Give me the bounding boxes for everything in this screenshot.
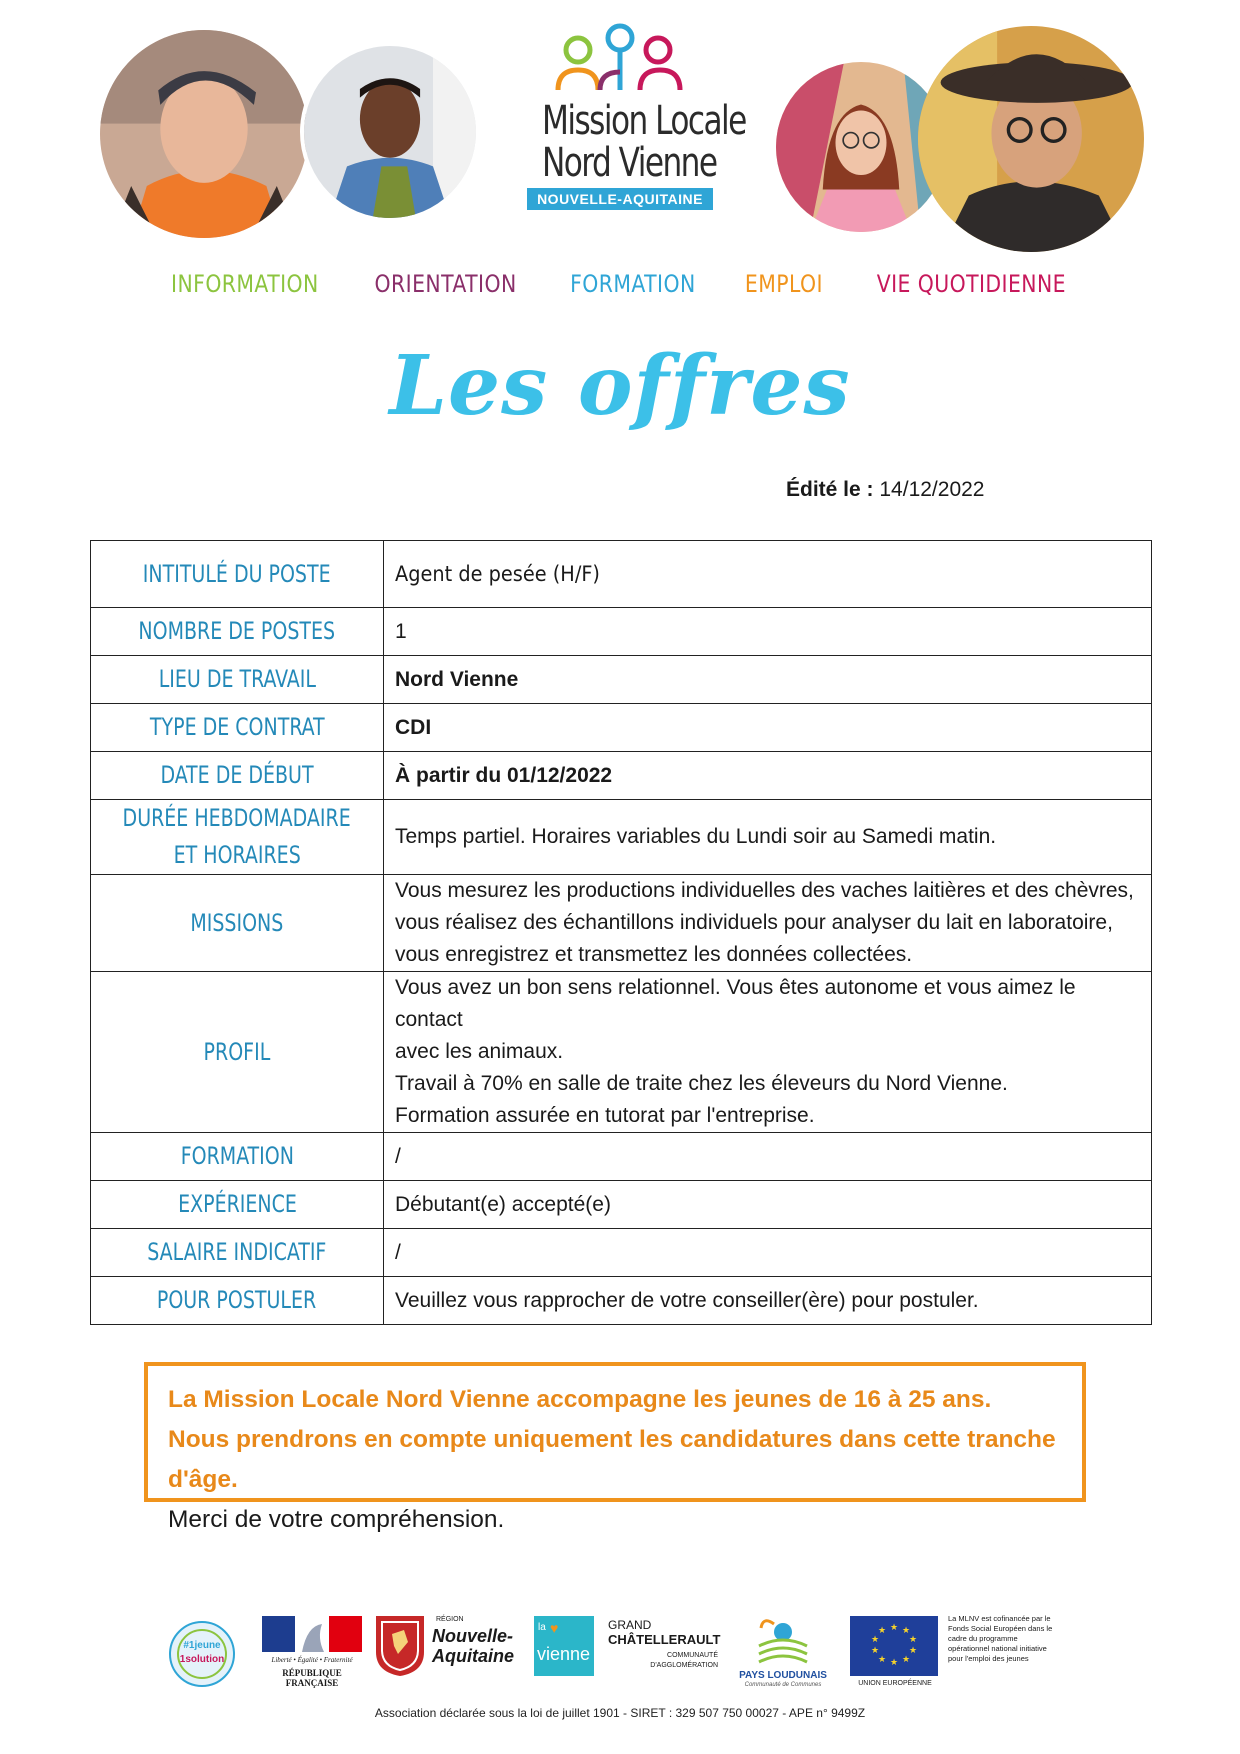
- row-label-intitule: INTITULÉ DU POSTE: [143, 559, 331, 588]
- loudunais-subtitle: Communauté de Communes: [744, 1682, 822, 1688]
- missions-line: vous enregistrez et transmettez les données collectées.: [395, 943, 913, 966]
- loudunais-name: PAYS LOUDUNAIS: [739, 1670, 827, 1681]
- work-location: Nord Vienne: [384, 656, 1152, 704]
- profile-line: Travail à 70% en salle de traite chez les éleveurs du Nord Vienne.: [395, 1072, 1008, 1095]
- row-label-contrat: TYPE DE CONTRAT: [149, 713, 325, 741]
- table-row: [91, 1181, 1152, 1229]
- edit-date-label: Édité le :: [786, 478, 874, 501]
- union-europeenne-logo: [850, 1614, 940, 1694]
- eu-flag-icon: [850, 1616, 938, 1676]
- missions-text: [384, 875, 1152, 972]
- notice-line1: La Mission Locale Nord Vienne accompagne les jeunes de 16 à 25 ans.: [168, 1386, 992, 1413]
- svg-text:★: ★: [901, 1626, 911, 1636]
- grand-line2: CHÂTELLERAULT: [608, 1632, 721, 1647]
- row-label-duree-line1: DURÉE HEBDOMADAIRE: [122, 804, 352, 832]
- row-label-salaire: SALAIRE INDICATIF: [147, 1238, 327, 1266]
- mission-locale-logo: [520, 22, 746, 232]
- table-row: [91, 656, 1152, 704]
- notice-line3: Merci de votre compréhension.: [168, 1506, 505, 1533]
- svg-text:★: ★: [889, 1623, 899, 1633]
- grand-line1: GRAND: [608, 1618, 652, 1632]
- profile-line: Vous avez un bon sens relationnel. Vous êtes autonome et vous aimez le contact: [395, 976, 1076, 1031]
- svg-text:★: ★: [877, 1655, 887, 1665]
- job-title: Agent de pesée (H/F): [395, 562, 600, 586]
- svg-text:★: ★: [908, 1646, 918, 1656]
- table-row: [91, 704, 1152, 752]
- engage-text-line2: 1solution: [179, 1654, 225, 1665]
- region-shield-icon: [374, 1614, 426, 1678]
- table-row: [91, 752, 1152, 800]
- row-label-debut: DATE DE DÉBUT: [160, 761, 314, 789]
- table-row: [91, 800, 1152, 875]
- missions-line: vous réalisez des échantillons individuels pour analyser du lait en laboratoire,: [395, 911, 1113, 934]
- vienne-heart-icon: ♥: [550, 1620, 559, 1636]
- table-row: [91, 972, 1152, 1133]
- profile-line: Formation assurée en tutorat par l'entreprise.: [395, 1104, 815, 1127]
- grand-chatellerault-logo: [606, 1614, 721, 1694]
- region-name-line2: Aquitaine: [432, 1646, 515, 1666]
- table-row: [91, 608, 1152, 656]
- edit-date: [786, 478, 984, 502]
- logo-region-badge: NOUVELLE-AQUITAINE: [527, 188, 713, 210]
- row-label-duree-line2: ET HORAIRES: [173, 841, 301, 869]
- region-small-label: RÉGION: [436, 1616, 464, 1623]
- vienne-small-label: la: [538, 1622, 546, 1633]
- theme-vie-quotidienne: VIE QUOTIDIENNE: [876, 270, 1066, 298]
- loudunais-sun-icon: [753, 1614, 813, 1666]
- page-title: Les offres: [389, 338, 851, 434]
- theme-information: INFORMATION: [170, 270, 319, 298]
- photo-young-man-orange-hoodie: [100, 30, 308, 238]
- fse-line: pour l'emploi des jeunes: [948, 1654, 1029, 1663]
- engage-text-line1: #1jeune: [183, 1640, 221, 1651]
- theme-emploi: EMPLOI: [744, 270, 823, 298]
- offer-table: [90, 540, 1152, 1325]
- row-label-nombre: NOMBRE DE POSTES: [138, 617, 336, 645]
- region-nouvelle-aquitaine-logo: [374, 1614, 514, 1694]
- svg-text:★: ★: [870, 1646, 880, 1656]
- table-row: [91, 1277, 1152, 1325]
- engage-jeunes-logo: [167, 1614, 237, 1694]
- row-label-lieu: LIEU DE TRAVAIL: [158, 665, 316, 693]
- row-label-postuler: POUR POSTULER: [157, 1286, 317, 1314]
- la-vienne-logo: [534, 1614, 594, 1694]
- row-label-missions: MISSIONS: [190, 908, 284, 937]
- table-row: [91, 1229, 1152, 1277]
- row-label-formation: FORMATION: [180, 1142, 294, 1170]
- theme-orientation: ORIENTATION: [374, 270, 517, 298]
- svg-text:★: ★: [901, 1655, 911, 1665]
- missions-line: Vous mesurez les productions individuelles des vaches laitières et des chèvres,: [395, 879, 1134, 902]
- theme-bar: [0, 270, 1240, 298]
- weekly-hours: Temps partiel. Horaires variables du Lundi soir au Samedi matin.: [384, 800, 1152, 875]
- profile-line: avec les animaux.: [395, 1040, 564, 1063]
- fse-line: opérationnel national initiative: [948, 1644, 1047, 1653]
- fse-line: cadre du programme: [948, 1634, 1018, 1643]
- photo-young-man-denim: [300, 42, 480, 222]
- age-notice-box: [144, 1362, 1086, 1533]
- logo-text-line1: Mission Locale: [542, 98, 746, 144]
- legal-footer: Association déclarée sous la loi de juillet 1901 - SIRET : 329 507 750 00027 - APE n° 9499Z: [374, 1706, 866, 1720]
- svg-text:★: ★: [877, 1626, 887, 1636]
- svg-text:★: ★: [870, 1635, 880, 1645]
- table-row: [91, 1133, 1152, 1181]
- fse-line: Fonds Social Européen dans le: [948, 1624, 1053, 1633]
- republique-motto: Liberté • Égalité • Fraternité: [271, 1656, 353, 1664]
- logo-figures-icon: [550, 22, 690, 100]
- training-value: /: [384, 1133, 1152, 1181]
- republique-name: RÉPUBLIQUE FRANÇAISE: [282, 1668, 342, 1688]
- region-name-line1: Nouvelle-: [432, 1626, 514, 1646]
- republique-francaise-logo: [257, 1614, 367, 1694]
- table-row: [91, 875, 1152, 972]
- table-row: [91, 541, 1152, 608]
- logo-text-line2: Nord Vienne: [542, 140, 717, 186]
- theme-formation: FORMATION: [570, 270, 696, 298]
- grand-line4: D'AGGLOMÉRATION: [650, 1662, 718, 1669]
- fse-notice: [948, 1614, 1060, 1694]
- vienne-label: vienne: [537, 1644, 591, 1664]
- row-label-experience: EXPÉRIENCE: [177, 1190, 297, 1218]
- start-date: À partir du 01/12/2022: [384, 752, 1152, 800]
- row-label-profil: PROFIL: [203, 1037, 271, 1066]
- marianne-flag-icon: [262, 1616, 362, 1652]
- salary-value: /: [384, 1229, 1152, 1277]
- profile-text: [384, 972, 1152, 1133]
- svg-text:★: ★: [889, 1658, 899, 1668]
- experience-value: Débutant(e) accepté(e): [384, 1181, 1152, 1229]
- svg-text:★: ★: [908, 1635, 918, 1645]
- partner-logos: [162, 1614, 1062, 1694]
- grand-line3: COMMUNAUTÉ: [667, 1652, 718, 1659]
- fse-line: La MLNV est cofinancée par le: [948, 1614, 1051, 1623]
- pays-loudunais-logo: [728, 1614, 838, 1694]
- contract-type: CDI: [384, 704, 1152, 752]
- photo-young-man-hat: [918, 26, 1144, 252]
- how-to-apply: Veuillez vous rapprocher de votre conseiller(ère) pour postuler.: [384, 1277, 1152, 1325]
- edit-date-value: 14/12/2022: [879, 478, 985, 501]
- positions-count: 1: [384, 608, 1152, 656]
- eu-label: UNION EUROPÉENNE: [858, 1680, 932, 1687]
- notice-line2: Nous prendrons en compte uniquement les candidatures dans cette tranche d'âge.: [168, 1426, 1056, 1493]
